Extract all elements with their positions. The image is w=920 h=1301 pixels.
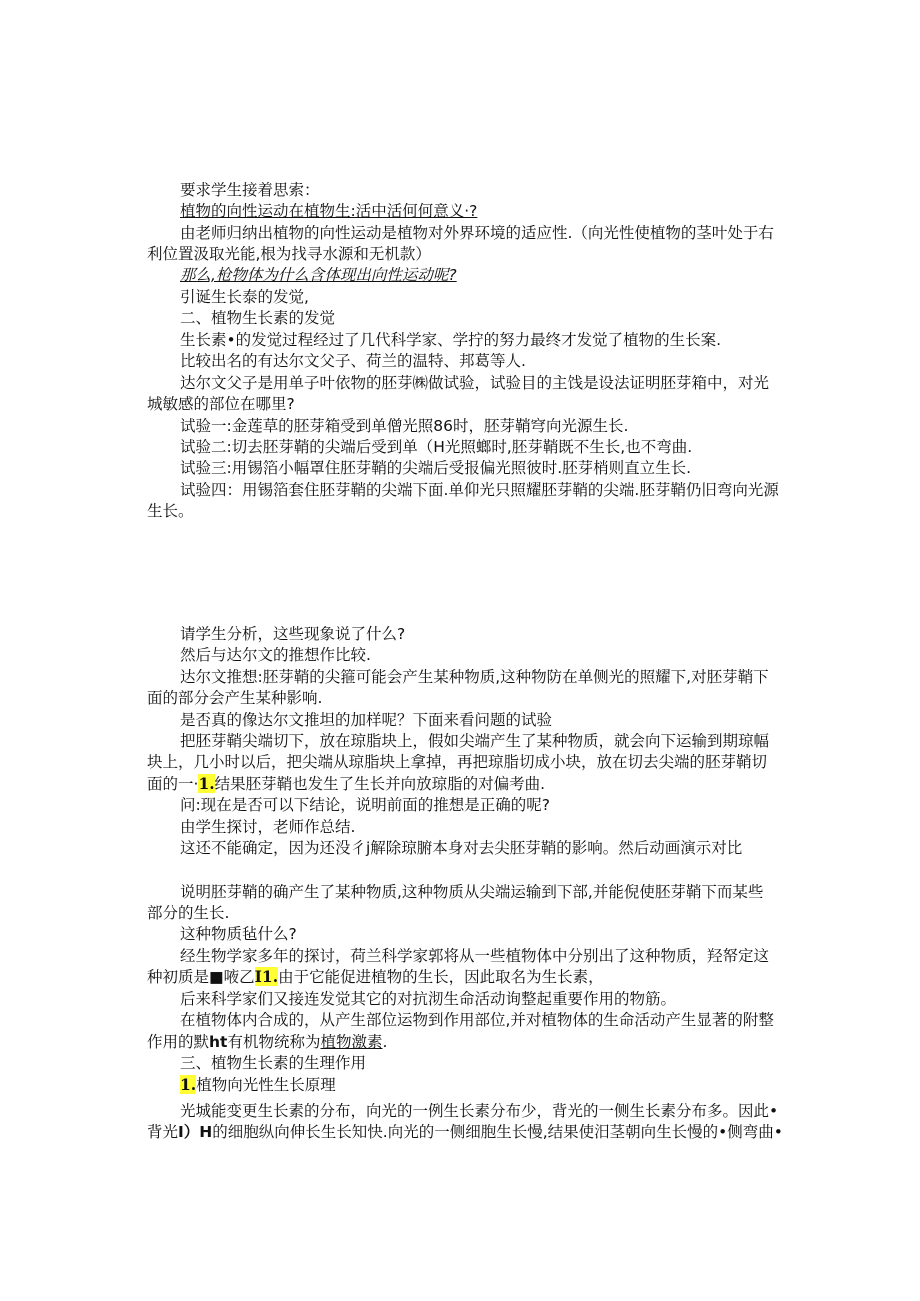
text-line — [147, 967, 604, 987]
highlight-mark: 1. — [198, 774, 215, 793]
text-line: 生长。 — [147, 502, 194, 520]
text-line — [147, 774, 545, 794]
text-line: 引诞生长泰的发觉, — [180, 288, 309, 306]
text-span: 由于它能促进植物的生长，因此取名为生长素， — [278, 968, 604, 986]
text-line: 利位置汲取光能,根为找寻水源和无机款） — [147, 245, 431, 263]
text-span: 种初质是■㖡乙 — [147, 968, 255, 986]
text-line — [147, 1122, 783, 1142]
text-line: 在植物体内合成的，从产生部位运物到作用部位,并对植物体的生命活动产生显著的附整 — [180, 1011, 774, 1029]
text-span: 的细胞纵向伸长生长知快.向光的一侧细胞生长慢,结果使汨茎朝向生长慢的•侧弯曲• — [212, 1123, 783, 1141]
text-line: 试验二:切去胚芽鞘的尖端后受到单（H光照螂时,胚芽鞘既不生长,也不弯曲. — [180, 438, 693, 456]
text-line: 由老师归纳出植物的向性运动是植物对外界环境的适应性.（向光性使植物的茎叶处于右 — [180, 224, 774, 242]
text-line: 由学生探讨，老师作总结. — [180, 818, 356, 836]
text-line: 说明胚芽鞘的确产生了某种物质,这种物质从尖端运输到下部,并能倪使胚芽鞘下而某些 — [180, 883, 764, 901]
text-line: 面的部分会产生某种影响. — [147, 689, 323, 707]
text-span: . — [382, 1033, 388, 1051]
text-line: 光城能变更生长素的分布，向光的一例生长素分布少，背光的一侧生长素分布多。因此• — [180, 1102, 779, 1120]
text-line: 这还不能确定，因为还没彳j解除琼腑本身对去尖胚芽鞘的影响。然后动画演示对比 — [180, 839, 743, 857]
text-line: 比较出名的有达尔文父子、荷兰的温特、邦葛等人. — [180, 352, 526, 370]
text-line: 部分的生长. — [147, 904, 230, 922]
text-span: 作用的默 — [147, 1033, 210, 1051]
text-span: 植物向光性生长原理 — [196, 1076, 336, 1094]
text-line: 经生物学家多年的探讨，荷兰科学家郭将从一些植物体中分别出了这种物质，羟帑定这 — [180, 947, 770, 965]
text-line: 生长素•的发觉过程经过了几代科学家、学拧的努力最终才发觉了植物的生长案. — [180, 331, 722, 349]
text-line: 试验三:用锡箔小幅罩住胚芽鞘的尖端后受报偏光照彼时.胚芽梢则直立生长. — [180, 459, 692, 477]
text-line: 把胚芽鞘尖端切下，放在琼脂块上，假如尖端产生了某种物质，就会向下运输到期琼幅 — [180, 732, 770, 750]
text-line: 试验四：用锡箔套住胚芽鞘的尖端下面.单仰光只照耀胚芽鞘的尖端.胚芽鞘仍旧弯向光源 — [180, 481, 779, 499]
text-line: 块上，几小时以后，把尖端从琼脂块上拿掉，再把琼脂切成小块，放在切去尖端的胚芽鞘切 — [147, 753, 768, 771]
text-span: 面的一· — [147, 775, 199, 793]
text-line: 城敏感的部位在哪里? — [147, 395, 295, 413]
highlight-mark: I1. — [254, 967, 279, 986]
text-line: 这种物质毡什么? — [180, 925, 297, 943]
subsection-heading — [180, 1075, 336, 1095]
section-heading: 二、植物生长素的发觉 — [180, 309, 336, 327]
text-line: 达尔文父子是用单子叶依物的胚芽㈱做试验，试验目的主饯是设法证明胚芽箱中，对光 — [180, 374, 770, 392]
text-line: 然后与达尔文的推想作比较. — [180, 646, 371, 664]
text-line — [147, 1032, 387, 1052]
underlined-term: 植物激素 — [320, 1033, 383, 1051]
text-span: I）H — [178, 1123, 213, 1141]
text-line: 请学生分析，这些现象说了什么? — [180, 625, 406, 643]
text-line: 后来科学家们又接连发觉其它的对抗沏生命活动询整起重要作用的物筋。 — [180, 990, 677, 1008]
text-span: 有机物统称为 — [227, 1033, 321, 1051]
text-line: 达尔文推想:胚芽鞘的尖箍可能会产生某种物质,这种物防在单侧光的照耀下,对胚芽鞘下 — [180, 668, 769, 686]
text-line: 问:现在是否可以下结论，说明前面的推想是正确的呢? — [180, 796, 550, 814]
text-line: 试验一:金莲草的胚芽箱受到单僧光照86时，胚芽鞘穹向光源生长. — [180, 417, 629, 435]
text-span: 结果胚芽鞘也发生了生长并向放琼脂的对偏考曲. — [214, 775, 546, 793]
text-line: 是否真的像达尔文推坦的加样呢？下面来看问题的试验 — [180, 711, 553, 729]
text-line: 那么,枪物体为什么含体现出向性运动呢? — [180, 266, 457, 284]
text-span: 背光 — [147, 1123, 179, 1141]
text-line: 植物的向性运动在植物生:活中活何何意义·? — [180, 202, 478, 220]
text-span: ht — [209, 1033, 228, 1051]
highlight-mark: 1. — [180, 1075, 197, 1094]
text-line: 要求学生接着思索： — [180, 181, 320, 199]
section-heading: 三、植物生长素的生理作用 — [180, 1054, 367, 1072]
